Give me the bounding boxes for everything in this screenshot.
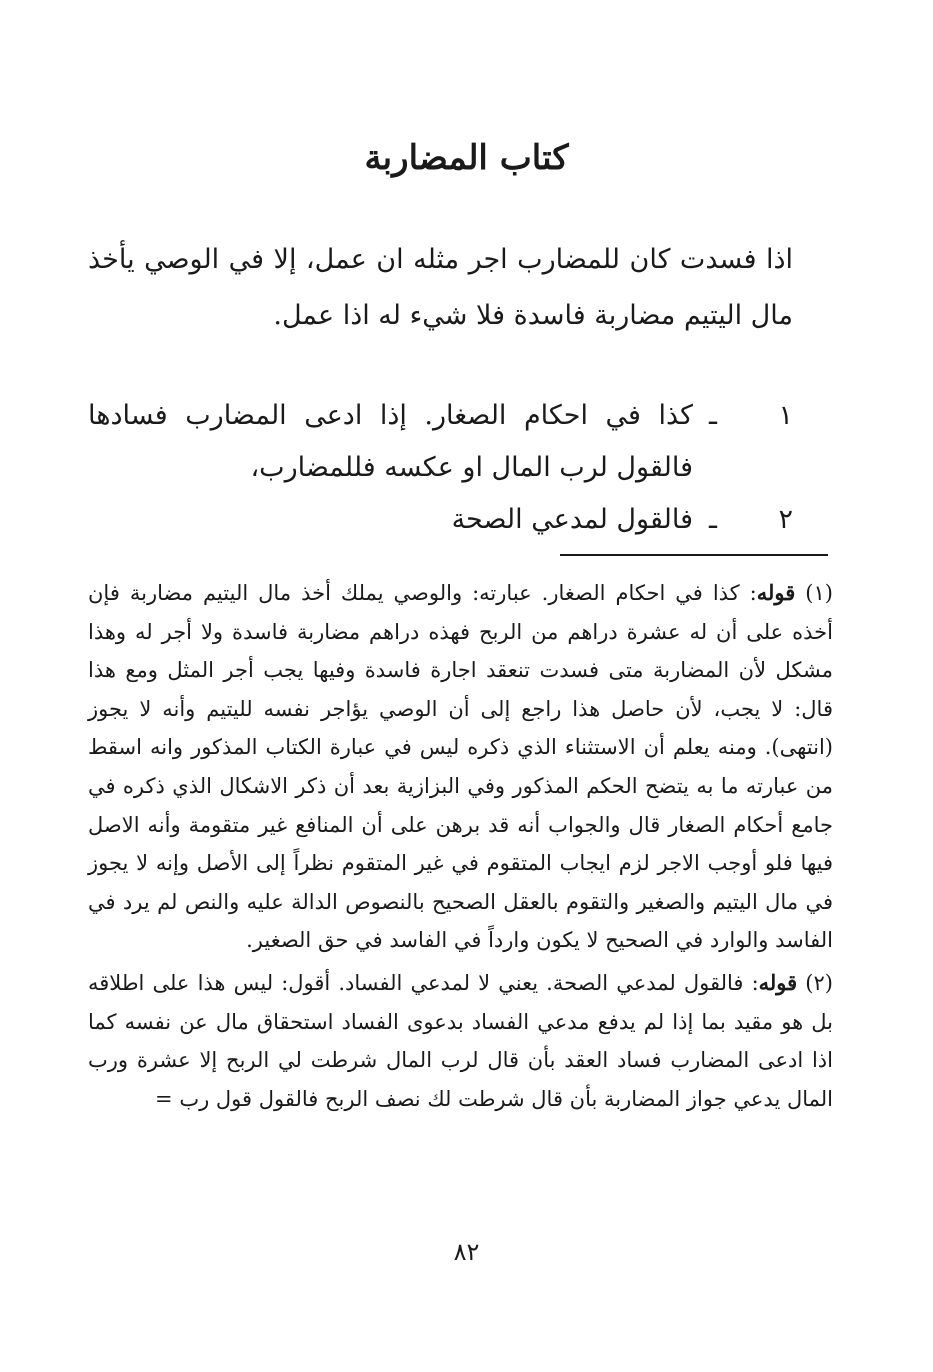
footnote xyxy=(88,574,833,960)
footnote-number: (١) xyxy=(805,581,833,605)
note-number: ١ xyxy=(778,400,793,431)
note-text: فالقول لمدعي الصحة xyxy=(451,504,693,535)
footnote-lead: قوله xyxy=(758,969,798,995)
footnote-lead: قوله xyxy=(756,580,796,605)
footnote-text: : فالقول لمدعي الصحة. يعني لا لمدعي الفساد. أقول: ليس هذا على اطلاقه بل هو مقيد بما إذا لم يدفع مدعي الفساد بدعوى الفساد استحقاق مال عن نفسه كما اذا ادعى المضارب فساد العقد بأن قال لرب المال شرطت لي الربح إلا عشرة ورب المال يدعي جواز المضاربة بأن قال شرطت لك نصف الربح فالقول قول رب = xyxy=(88,970,833,1111)
footnote-text: : كذا في احكام الصغار. عبارته: والوصي يملك أخذ مال اليتيم مضاربة فإن أخذه على أن له عشرة دراهم من الربح فهذه دراهم مضاربة فاسدة ولا أجر له وهذا مشكل لأن المضاربة متى فسدت تنعقد اجارة فاسدة وفيها يجب أجر المثل ومع هذا قال: لا يجب، لأن حاصل هذا راجع إلى أن الوصي يؤاجر نفسه لليتيم وأنه لا يجوز (انتهى). ومنه يعلم أن الاستثناء الذي ذكره ليس في عبارة الكتاب المذكور وانه اسقط من عبارته ما به يتضح الحكم المذكور وفي البزازية بعد أن ذكر الاشكال الذي ذكره في جامع أحكام الصغار قال والجواب أنه قد برهن على أن المنافع غير متقومة وأنه الاصل فيها فلو أوجب الاجر لزم ايجاب المتقوم في غير المتقوم نظراً إلى الأصل وإنه لا يجوز في مال اليتيم والصغير والتقوم بالعقل الصحيح بالنصوص الدالة عليه والنص لم يرد في الفاسد والوارد في الصحيح لا يكون وارداً في الفاسد في حق الصغير. xyxy=(88,581,833,953)
note-dash: ـ xyxy=(709,504,717,535)
note-item xyxy=(88,494,793,546)
footnote xyxy=(88,964,833,1118)
chapter-title: كتاب المضاربة xyxy=(364,138,569,178)
main-paragraph: اذا فسدت كان للمضارب اجر مثله ان عمل، إلا في الوصي يأخذ مال اليتيم مضاربة فاسدة فلا شيء له اذا عمل. xyxy=(88,244,793,331)
footnotes-block xyxy=(88,574,833,1122)
page-number: ٨٢ xyxy=(453,1238,480,1266)
note-number: ٢ xyxy=(778,504,793,535)
note-item xyxy=(88,390,793,494)
numbered-notes xyxy=(88,390,793,546)
note-dash: ـ xyxy=(709,400,717,431)
footnote-separator xyxy=(560,554,828,556)
footnote-number: (٢) xyxy=(805,970,833,995)
note-text: كذا في احكام الصغار. إذا ادعى المضارب فسادها فالقول لرب المال او عكسه فللمضارب، xyxy=(88,400,693,483)
main-text-block xyxy=(88,232,793,344)
